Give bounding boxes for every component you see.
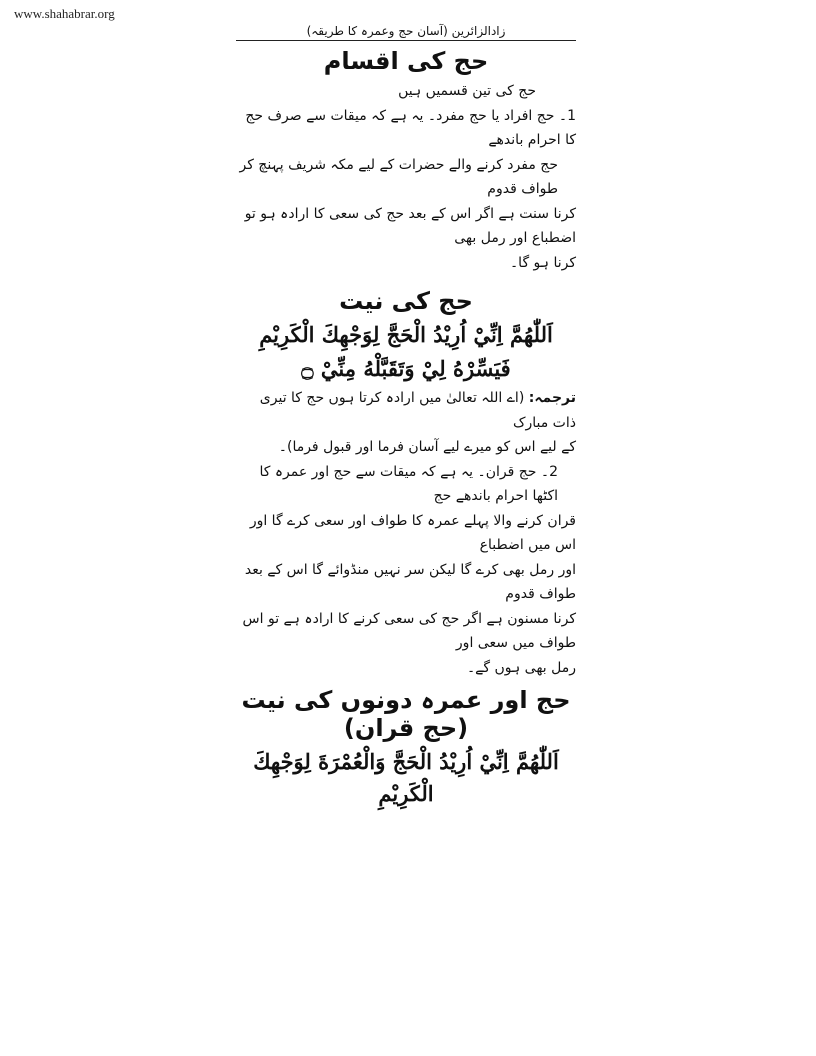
section-heading-qiran-intention: حج اور عمرہ دونوں کی نیت (حج قران) [241, 686, 571, 742]
translation-label: ترجمہ: [528, 390, 576, 406]
item2-line: اور رمل بھی کرے گا لیکن سر نہیں منڈوائے گا اس کے بعد طواف قدوم [244, 561, 576, 602]
dua-line: فَيَسِّرْهُ لِيْ وَتَقَبَّلْهُ مِنِّيْ ۝ [301, 355, 511, 381]
intro-line: حج کی تین قسمیں ہیں [398, 83, 536, 99]
site-url[interactable]: www.shahabrar.org [14, 6, 115, 21]
item2-title: 2۔ حج قران۔ یہ ہے کہ میقات سے حج اور عمرہ کا اکٹھا احرام باندھے حج [259, 463, 558, 504]
item1-line: کرنا سنت ہے اگر اس کے بعد حج کی سعی کا ارادہ ہو تو اضطباع اور رمل بھی [244, 205, 576, 246]
item1-line: حج مفرد کرنے والے حضرات کے لیے مکہ شریف پہنچ کر طواف قدوم [239, 156, 558, 197]
running-header: زادالزائرین (آسان حج وعمرہ کا طریقہ) [236, 24, 576, 41]
translation-line [236, 386, 576, 435]
item2-line: رمل بھی ہوں گے۔ [466, 659, 576, 676]
dua-line: اَللّٰهُمَّ اِنِّيْ اُرِيْدُ الْحَجَّ وَالْعُمْرَةَ لِوَجْهِكَ الْكَرِيْمِ [253, 749, 559, 806]
item2-line: کرنا مسنون ہے اگر حج کی سعی کرنے کا ارادہ ہے تو اس طواف میں سعی اور [242, 610, 576, 651]
page-content [236, 24, 576, 811]
dua-line: اَللّٰهُمَّ اِنِّيْ اُرِيْدُ الْحَجَّ لِوَجْهِكَ الْكَرِيْمِ [259, 322, 553, 347]
translation-text: (اے اللہ تعالیٰ میں ارادہ کرتا ہوں حج کا تیری ذات مبارک [259, 390, 576, 431]
section-heading-hajj-intention: حج کی نیت [339, 287, 473, 315]
section-heading-hajj-types: حج کی اقسام [323, 47, 489, 75]
item1-title: 1۔ حج افراد یا حج مفرد۔ یہ ہے کہ میقات سے صرف حج کا احرام باندھے [245, 107, 576, 148]
item2-line: قران کرنے والا پہلے عمرہ کا طواف اور سعی کرے گا اور اس میں اضطباع [249, 512, 576, 553]
item1-line: کرنا ہو گا۔ [509, 254, 576, 271]
translation-line: کے لیے اس کو میرے لیے آسان فرما اور قبول فرما)۔ [278, 439, 576, 455]
